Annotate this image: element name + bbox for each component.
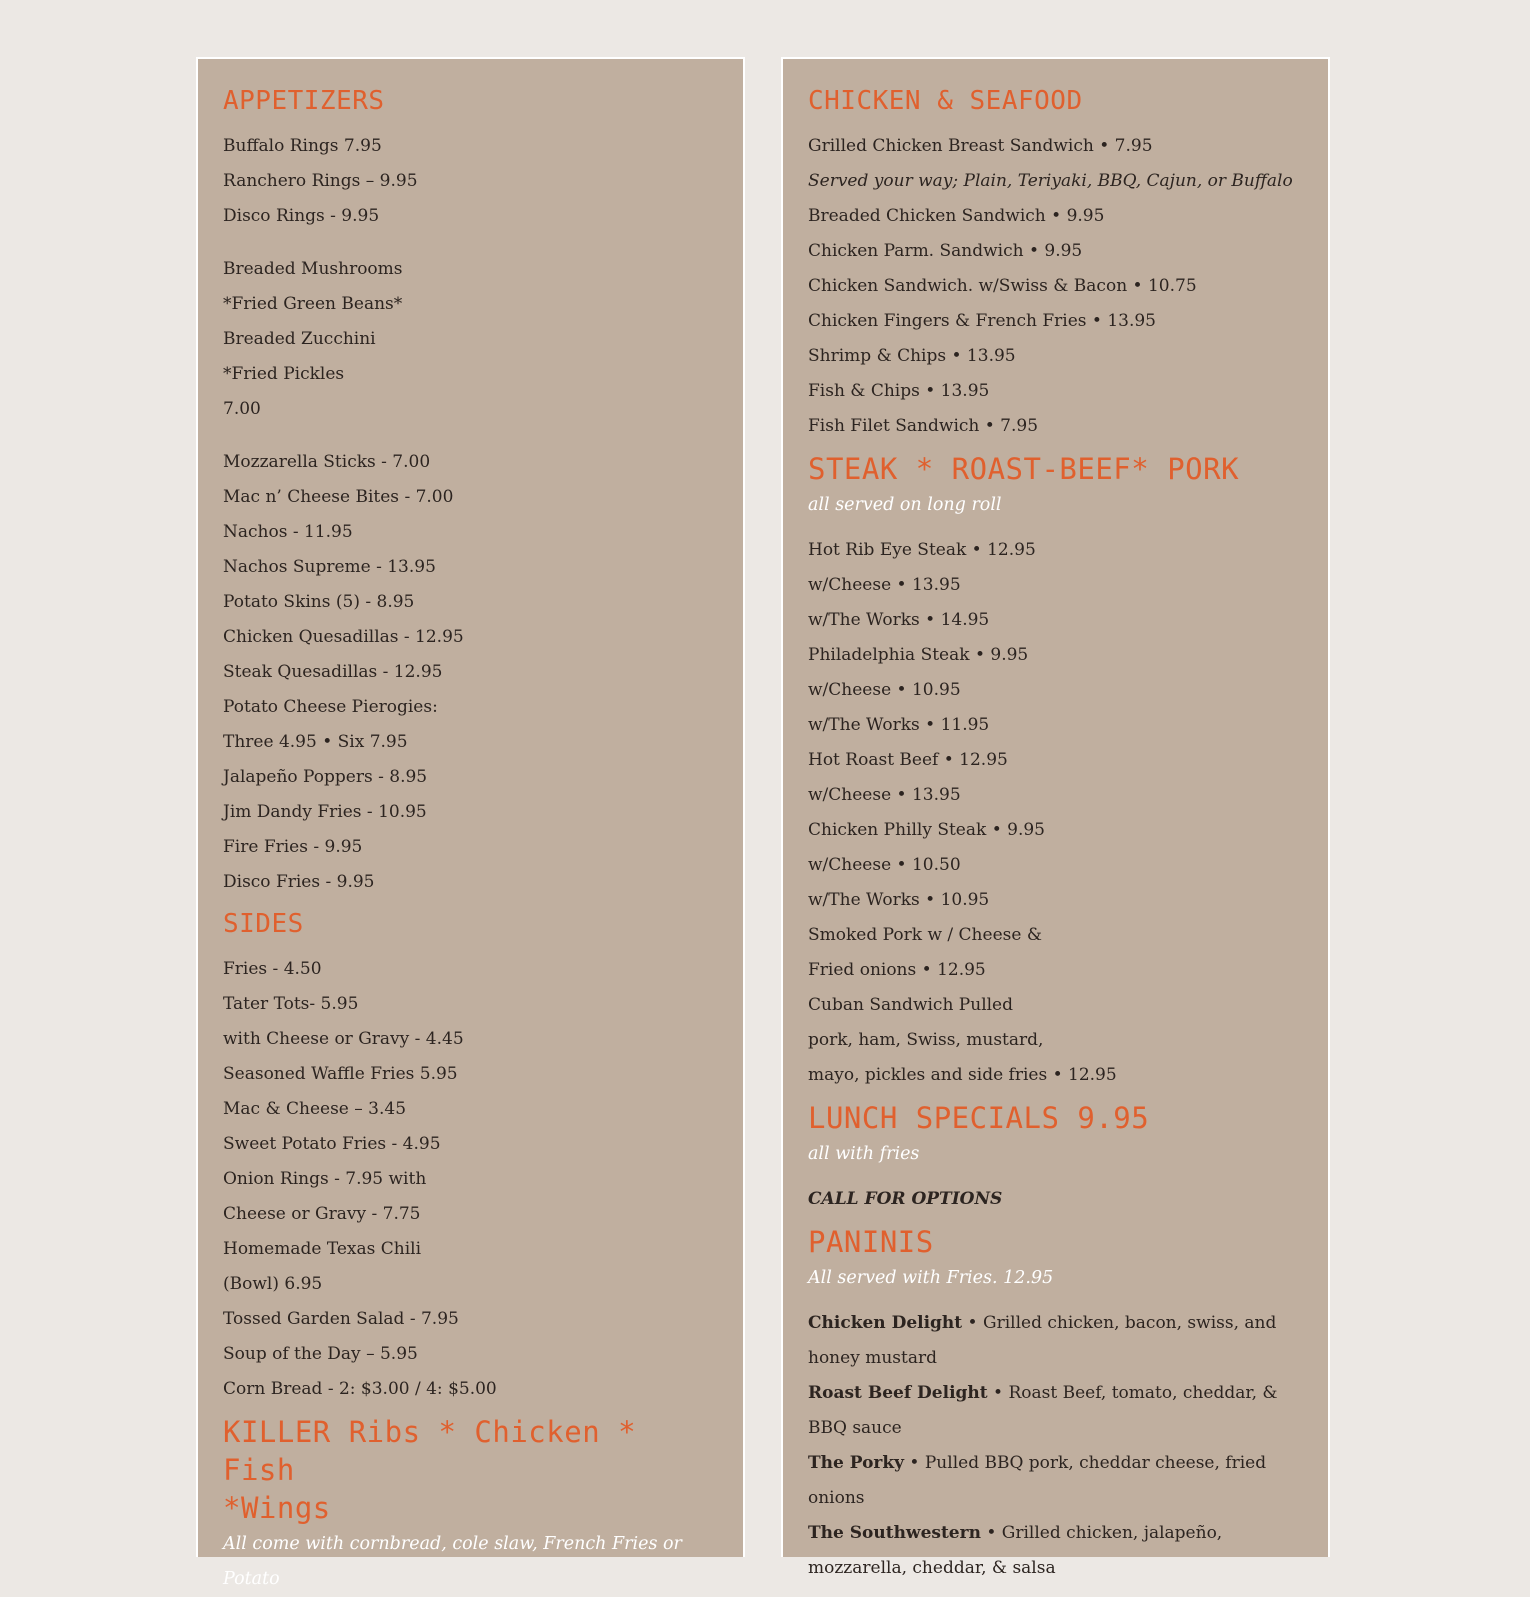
menu-item: Potato Cheese Pierogies: xyxy=(223,697,438,717)
menu-board xyxy=(196,57,1334,1589)
chicken-seafood-heading: CHICKEN & SEAFOOD xyxy=(808,86,1083,116)
menu-item: Hot Rib Eye Steak • 12.95 xyxy=(808,540,1036,560)
appetizers-group-main xyxy=(223,445,718,900)
steak-heading: STEAK * ROAST-BEEF* PORK xyxy=(808,452,1240,486)
menu-panel-right xyxy=(781,57,1330,1578)
menu-item: Mac & Cheese – 3.45 xyxy=(223,1099,407,1119)
menu-item-description: Served your way; Plain, Teriyaki, BBQ, Cajun, or Buffalo xyxy=(808,171,1293,191)
panini-description: • Grilled chicken, bacon, swiss, and honey mustard xyxy=(808,1313,1277,1368)
menu-item: Fries - 4.50 xyxy=(223,959,322,979)
panini-name: The Southwestern xyxy=(808,1523,981,1543)
panini-description: • Grilled chicken, jalapeño, mozzarella, cheddar, & salsa xyxy=(808,1523,1223,1578)
menu-item: Potato Skins (5) - 8.95 xyxy=(223,592,415,612)
menu-item: Shrimp & Chips • 13.95 xyxy=(808,346,1016,366)
panini-item xyxy=(808,1376,1303,1446)
menu-item: w/Cheese • 13.95 xyxy=(808,575,961,595)
menu-item: Grilled Chicken Breast Sandwich • 7.95 xyxy=(808,136,1153,156)
menu-item: Steak Quesadillas - 12.95 xyxy=(223,662,443,682)
panini-item xyxy=(808,1306,1303,1376)
menu-item: w/The Works • 10.95 xyxy=(808,890,990,910)
panini-description: • Roast Beef, tomato, cheddar, & BBQ sauce xyxy=(808,1383,1278,1438)
menu-item: Chicken Sandwich. w/Swiss & Bacon • 10.75 xyxy=(808,276,1197,296)
menu-item: Breaded Zucchini xyxy=(223,329,376,349)
menu-item: Homemade Texas Chili xyxy=(223,1239,422,1259)
menu-item: Cheese or Gravy - 7.75 xyxy=(223,1204,421,1224)
menu-item: Jalapeño Poppers - 8.95 xyxy=(223,767,428,787)
menu-item: Chicken Fingers & French Fries • 13.95 xyxy=(808,311,1156,331)
menu-item: Nachos - 11.95 xyxy=(223,522,353,542)
sides-heading: SIDES xyxy=(223,909,304,939)
killer-heading xyxy=(223,1413,718,1527)
menu-item: Smoked Pork w / Cheese & xyxy=(808,925,1042,945)
menu-item: w/The Works • 14.95 xyxy=(808,610,990,630)
menu-item: Disco Fries - 9.95 xyxy=(223,872,375,892)
menu-item: *Fried Pickles xyxy=(223,364,345,384)
menu-item: Ranchero Rings – 9.95 xyxy=(223,171,418,191)
menu-item: Mozzarella Sticks - 7.00 xyxy=(223,452,431,472)
menu-item: Corn Bread - 2: $3.00 / 4: $5.00 xyxy=(223,1379,497,1399)
menu-item: Onion Rings - 7.95 with xyxy=(223,1169,427,1189)
steak-list xyxy=(808,533,1303,1093)
menu-item: Buffalo Rings 7.95 xyxy=(223,136,382,156)
menu-item: Breaded Mushrooms xyxy=(223,259,403,279)
menu-item: Fire Fries - 9.95 xyxy=(223,837,363,857)
paninis-note: All served with Fries. 12.95 xyxy=(808,1268,1054,1288)
killer-heading-line1: KILLER Ribs * Chicken * Fish xyxy=(223,1415,637,1487)
menu-item: w/Cheese • 10.95 xyxy=(808,680,961,700)
panini-item xyxy=(808,1446,1303,1516)
panini-name: The Porky xyxy=(808,1453,905,1473)
lunch-specials-heading: LUNCH SPECIALS 9.95 xyxy=(808,1101,1150,1135)
menu-item: Fish Filet Sandwich • 7.95 xyxy=(808,416,1039,436)
appetizers-group-rings xyxy=(223,129,718,234)
lunch-specials-note: all with fries xyxy=(808,1144,920,1164)
appetizers-heading: APPETIZERS xyxy=(223,86,385,116)
menu-item: Seasoned Waffle Fries 5.95 xyxy=(223,1064,458,1084)
menu-item: Fried onions • 12.95 xyxy=(808,960,986,980)
menu-item: Tater Tots- 5.95 xyxy=(223,994,359,1014)
menu-item: mayo, pickles and side fries • 12.95 xyxy=(808,1065,1117,1085)
paninis-heading: PANINIS xyxy=(808,1225,934,1259)
steak-note: all served on long roll xyxy=(808,495,1002,515)
menu-item: Chicken Parm. Sandwich • 9.95 xyxy=(808,241,1083,261)
killer-heading-line2: *Wings xyxy=(223,1491,331,1525)
menu-item: Hot Roast Beef • 12.95 xyxy=(808,750,1008,770)
call-for-options: CALL FOR OPTIONS xyxy=(808,1189,1003,1209)
menu-item: 7.00 xyxy=(223,399,261,419)
appetizers-group-breaded xyxy=(223,252,718,427)
menu-item: Fish & Chips • 13.95 xyxy=(808,381,990,401)
killer-note: All come with cornbread, cole slaw, French Fries or Potato xyxy=(223,1534,682,1589)
menu-item: Breaded Chicken Sandwich • 9.95 xyxy=(808,206,1105,226)
menu-item: Three 4.95 • Six 7.95 xyxy=(223,732,408,752)
panini-name: Chicken Delight xyxy=(808,1313,963,1333)
panini-description: • Pulled BBQ pork, cheddar cheese, fried onions xyxy=(808,1453,1267,1508)
menu-item: (Bowl) 6.95 xyxy=(223,1274,323,1294)
menu-item: Soup of the Day – 5.95 xyxy=(223,1344,418,1364)
menu-item: w/Cheese • 13.95 xyxy=(808,785,961,805)
menu-item: w/Cheese • 10.50 xyxy=(808,855,961,875)
menu-item: Philadelphia Steak • 9.95 xyxy=(808,645,1029,665)
chicken-seafood-list xyxy=(808,129,1303,444)
menu-item: Jim Dandy Fries - 10.95 xyxy=(223,802,427,822)
menu-panel-left xyxy=(196,57,745,1589)
panini-name: Roast Beef Delight xyxy=(808,1383,988,1403)
menu-item: Sweet Potato Fries - 4.95 xyxy=(223,1134,441,1154)
panini-item xyxy=(808,1516,1303,1586)
menu-item: Chicken Quesadillas - 12.95 xyxy=(223,627,464,647)
menu-item: Nachos Supreme - 13.95 xyxy=(223,557,436,577)
menu-item: Disco Rings - 9.95 xyxy=(223,206,380,226)
menu-item: Tossed Garden Salad - 7.95 xyxy=(223,1309,459,1329)
menu-item: with Cheese or Gravy - 4.45 xyxy=(223,1029,464,1049)
menu-item: pork, ham, Swiss, mustard, xyxy=(808,1030,1044,1050)
menu-item: Chicken Philly Steak • 9.95 xyxy=(808,820,1045,840)
menu-item: Cuban Sandwich Pulled xyxy=(808,995,1014,1015)
sides-list xyxy=(223,952,718,1407)
menu-item: *Fried Green Beans* xyxy=(223,294,403,314)
paninis-list xyxy=(808,1306,1303,1586)
menu-item: w/The Works • 11.95 xyxy=(808,715,990,735)
menu-item: Mac n’ Cheese Bites - 7.00 xyxy=(223,487,454,507)
